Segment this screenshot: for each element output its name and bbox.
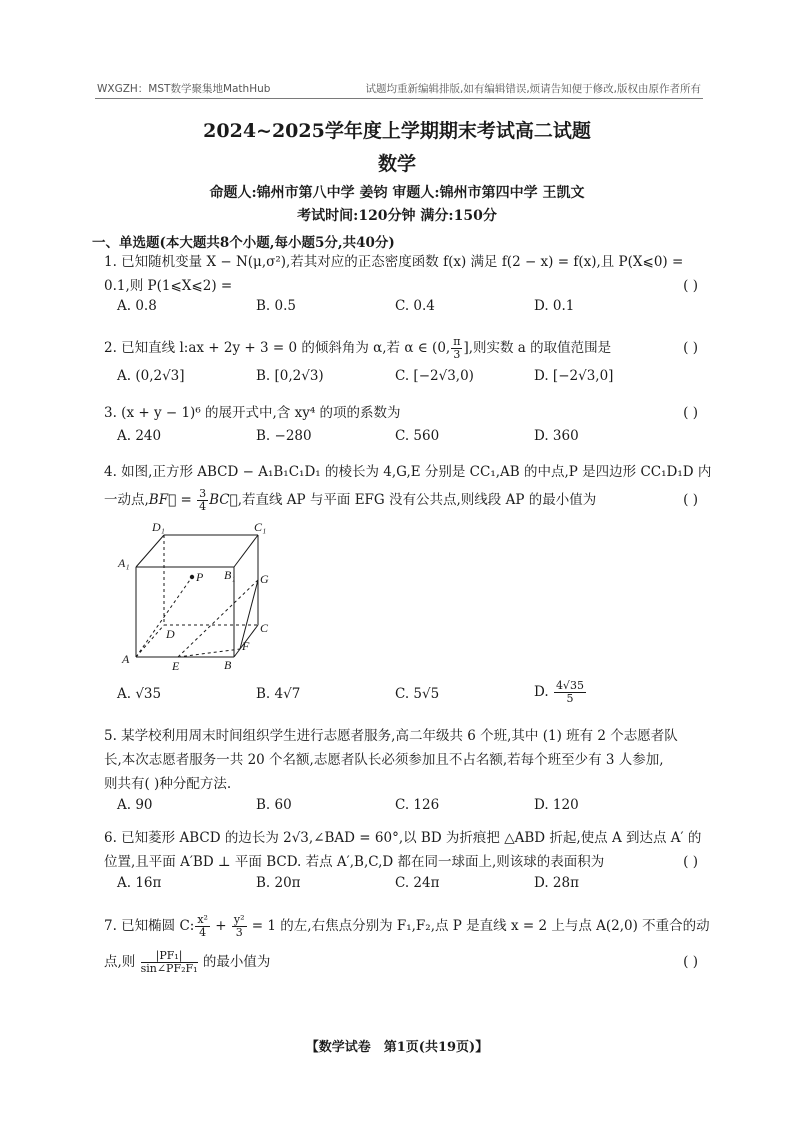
answer-paren: ( ) [683, 492, 698, 508]
question-3 [104, 401, 698, 425]
option-c: C. 560 [395, 428, 440, 444]
question-2 [104, 336, 698, 360]
ellipse-fraction-x [195, 914, 210, 939]
vector-bf: BF⃗ [148, 492, 177, 508]
option-d: D. 360 [534, 428, 579, 444]
answer-paren: ( ) [683, 854, 698, 870]
question-6-line-2 [104, 850, 698, 874]
fraction-denominator: sin∠PF₂F₁ [140, 962, 198, 975]
option-c: C. 24π [395, 875, 440, 891]
option-d-fraction [554, 680, 586, 705]
question-3-options [117, 428, 677, 452]
question-4-line-2-post: ,若直线 AP 与平面 EFG 没有公共点,则线段 AP 的最小值为 [237, 492, 597, 508]
edge-b1-c1 [234, 535, 258, 567]
answer-paren: ( ) [683, 340, 698, 356]
question-6-line-1: 6. 已知菱形 ABCD 的边长为 2√3,∠BAD = 60°,以 BD 为折痕把 △ABD 折起,使点 A 到达点 A′ 的 [104, 830, 702, 846]
question-7-line-1 [104, 913, 710, 942]
label-e: E [172, 659, 180, 673]
answer-paren: ( ) [683, 278, 698, 294]
option-a: A. √35 [117, 686, 162, 702]
label-d: D [166, 627, 175, 641]
question-3-line-1 [104, 401, 698, 425]
subject-title: 数学 [377, 153, 416, 175]
label-f: F [242, 639, 250, 653]
question-6-line-2-text: 位置,且平面 A′BD ⊥ 平面 BCD. 若点 A′,B,C,D 都在同一球面上,则该球的表面积为 [104, 854, 605, 870]
fraction-numerator: |PF₁| [141, 950, 198, 963]
option-a: A. 240 [117, 428, 162, 444]
label-a1: A₁ [118, 556, 130, 570]
question-5-options [117, 797, 677, 821]
question-5 [104, 724, 698, 796]
question-7 [104, 913, 710, 980]
option-d-label: D. [534, 684, 549, 700]
question-7-line-2-pre: 点,则 [104, 954, 140, 970]
fraction-denominator: 4 [199, 500, 207, 513]
vector-bc: BC⃗ [209, 492, 238, 508]
question-7-fraction [141, 950, 198, 975]
question-7-post: = 1 的左,右焦点分别为 F₁,F₂,点 P 是直线 x = 2 上与点 A(2,0) 不重合的动 [247, 918, 710, 934]
label-c: C [260, 621, 269, 635]
fraction-numerator: y² [233, 913, 245, 926]
exam-title: 2024~2025学年度上学期期末考试高二试题 [203, 120, 591, 142]
fraction-numerator: π [453, 335, 461, 348]
question-7-pre: 7. 已知椭圆 C: [104, 918, 195, 934]
answer-paren: ( ) [683, 954, 698, 970]
question-6 [104, 826, 702, 874]
question-5-line-2: 长,本次志愿者服务一共 20 个名额,志愿者队长必须参加且不占名额,若每个班至少有 3 人参加, [104, 752, 664, 768]
question-5-line-1: 5. 某学校利用周末时间组织学生进行志愿者服务,高二年级共 6 个班,其中 (1) 班有 2 个志愿者队 [104, 728, 678, 744]
label-b: B [224, 658, 232, 672]
fraction-denominator: 5 [566, 692, 574, 705]
fraction-denominator: 4 [199, 926, 207, 939]
option-b: B. 4√7 [256, 686, 301, 702]
label-p: P [196, 570, 204, 584]
fraction-denominator: 3 [453, 348, 461, 361]
question-2-interval-right: ] [463, 340, 469, 356]
fraction-numerator: x² [197, 913, 208, 926]
plus-sign: + [210, 918, 231, 934]
fraction-denominator: 3 [235, 926, 243, 939]
page-header [95, 80, 703, 99]
option-a: A. 0.8 [117, 298, 157, 314]
option-b: B. 0.5 [256, 298, 296, 314]
segment-e-f [178, 649, 240, 657]
option-d: D. 28π [534, 875, 579, 891]
question-1-line-1: 1. 已知随机变量 X − N(μ,σ²),若其对应的正态密度函数 f(x) 满足 f(2 − x) = f(x),且 P(X⩽0) = [104, 254, 684, 270]
question-2-pre: 2. 已知直线 l:ax + 2y + 3 = 0 的倾斜角为 α,若 α ∈ [104, 340, 433, 356]
question-1-line-2-text: 0.1,则 P(1⩽X⩽2) = [104, 278, 233, 294]
section-title: 一、单选题(本大题共8个小题,每小题5分,共40分) [92, 235, 395, 251]
question-5-line-3: 则共有( )种分配方法. [104, 776, 232, 792]
option-b: B. [0,2√3) [256, 368, 324, 384]
authors-line: 命题人:锦州市第八中学 姜钧 审题人:锦州市第四中学 王凯文 [209, 185, 585, 201]
ellipse-fraction-y [232, 914, 247, 939]
option-d: D. 0.1 [534, 298, 575, 314]
label-c1: C₁ [254, 520, 267, 534]
point-p-dot [190, 575, 194, 579]
question-2-options [117, 368, 677, 392]
label-b1: B₁ [224, 568, 236, 582]
question-2-interval-left: (0, [432, 340, 451, 356]
question-1-line-2 [104, 274, 698, 298]
question-4-line-2-pre: 一动点, [104, 492, 149, 508]
question-6-options [117, 875, 677, 899]
hidden-edge-a-d [136, 625, 164, 657]
question-4 [104, 460, 712, 513]
equals-sign: = [176, 492, 197, 508]
option-b: B. −280 [256, 428, 312, 444]
option-a: A. 90 [117, 797, 153, 813]
question-2-fraction [451, 336, 462, 361]
fraction-numerator: 3 [199, 487, 207, 500]
option-c: C. 5√5 [395, 686, 440, 702]
page-footer: 【数学试卷 第1页(共19页)】 [305, 1040, 489, 1055]
option-b: B. 60 [256, 797, 292, 813]
option-d: D. [−2√3,0] [534, 368, 614, 384]
exam-info: 考试时间:120分钟 满分:150分 [297, 208, 497, 224]
option-a: A. 16π [117, 875, 162, 891]
option-c: C. [−2√3,0) [395, 368, 474, 384]
answer-paren: ( ) [683, 405, 698, 421]
option-d: D. 120 [534, 797, 579, 813]
question-2-line-1 [104, 336, 698, 360]
fraction-numerator: 4√35 [555, 679, 584, 692]
question-4-line-2 [104, 488, 698, 512]
question-1-options [117, 298, 677, 322]
header-source: WXGZH：MST数学聚集地MathHub [97, 83, 271, 95]
label-d1: D₁ [152, 520, 165, 534]
question-7-line-2 [104, 950, 698, 980]
question-1 [104, 250, 698, 298]
label-a: A [122, 652, 130, 666]
option-c: C. 0.4 [395, 298, 435, 314]
header-notice: 试题均重新编辑排版,如有编辑错误,烦请告知便于修改,版权由原作者所有 [365, 83, 701, 95]
option-b: B. 20π [256, 875, 301, 891]
question-4-fraction [197, 488, 208, 513]
option-d [534, 680, 587, 705]
option-a: A. (0,2√3] [117, 368, 185, 384]
question-4-line-1: 4. 如图,正方形 ABCD − A₁B₁C₁D₁ 的棱长为 4,G,E 分别是 CC₁,AB 的中点,P 是四边形 CC₁D₁D 内 [104, 464, 712, 480]
question-7-line-2-post: 的最小值为 [198, 954, 271, 970]
question-4-options [117, 679, 677, 710]
option-c: C. 126 [395, 797, 440, 813]
edge-a1-d1 [136, 535, 164, 567]
cube-figure [116, 517, 276, 677]
question-2-post: ,则实数 a 的取值范围是 [468, 340, 612, 356]
label-g: G [260, 572, 269, 586]
question-3-text: 3. (x + y − 1)⁶ 的展开式中,含 xy⁴ 的项的系数为 [104, 405, 401, 421]
